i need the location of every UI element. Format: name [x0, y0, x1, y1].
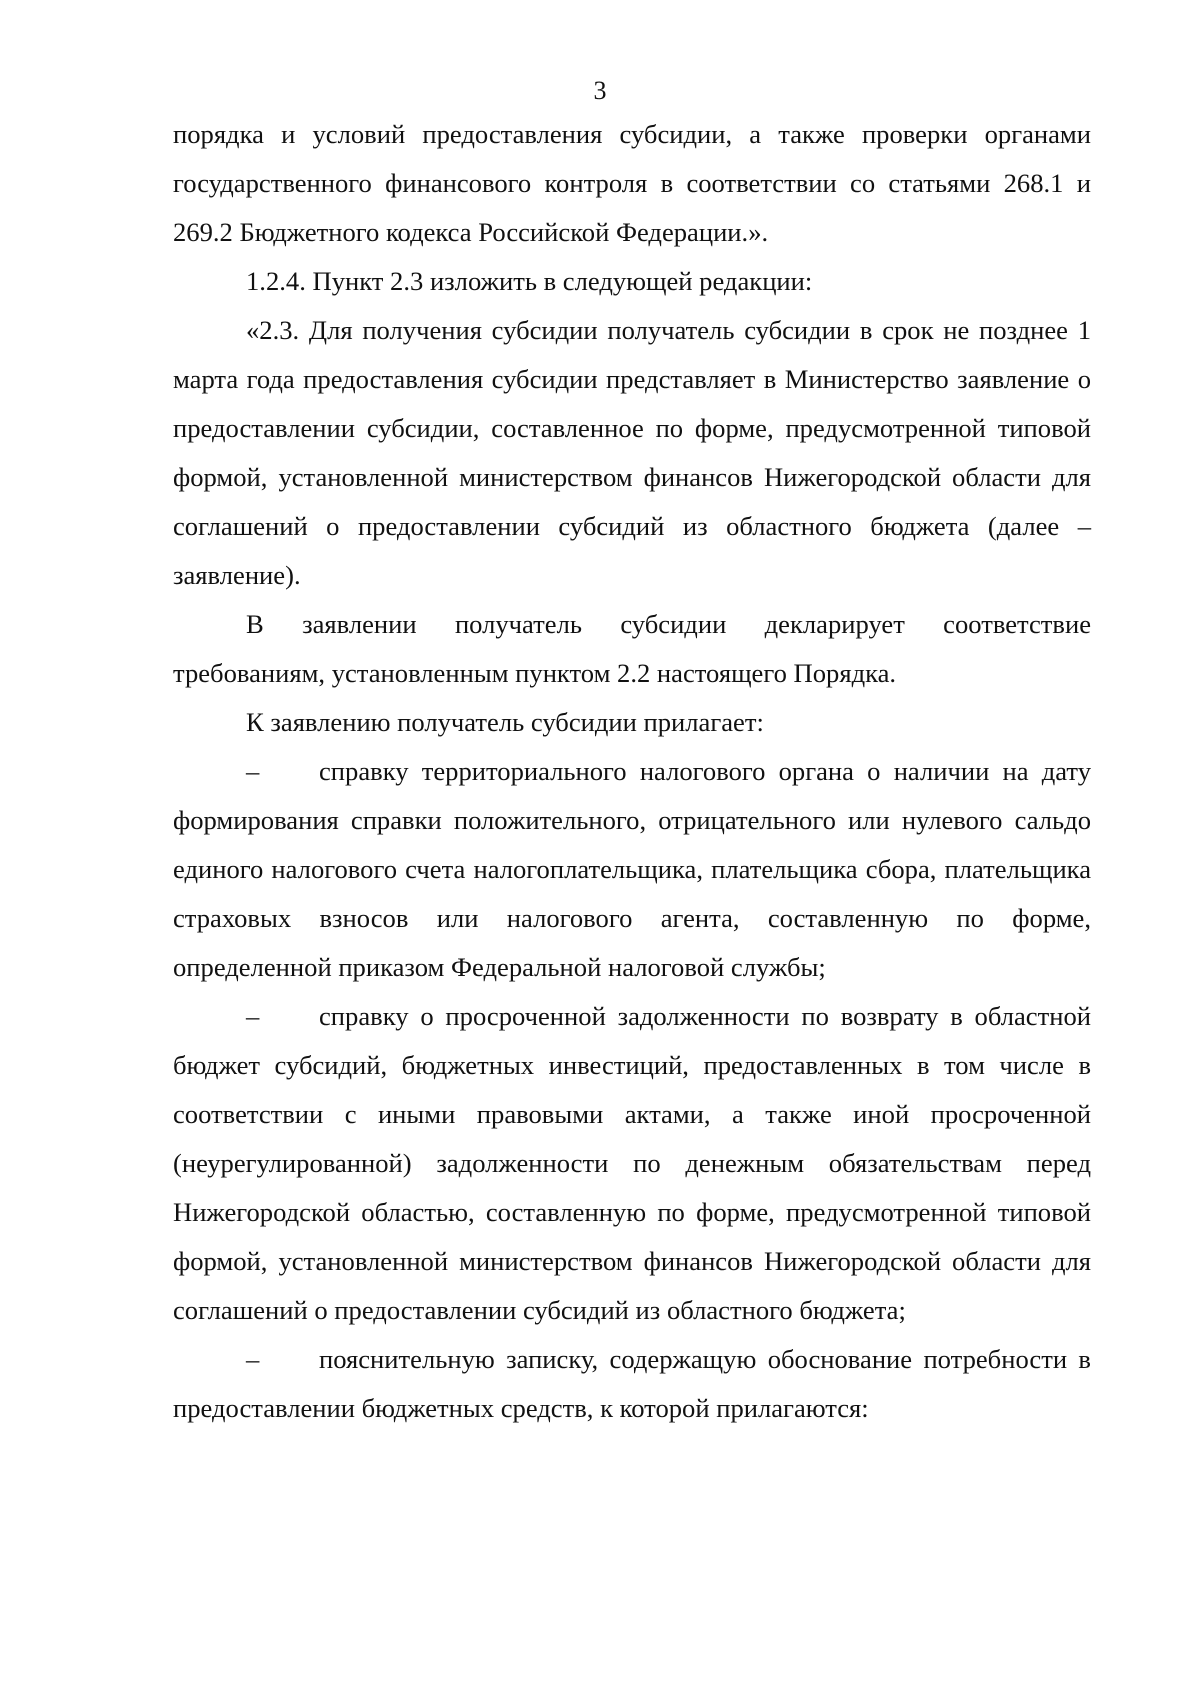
paragraph-declaration: В заявлении получатель субсидии декларирует соответствие требованиям, установленным пунктом 2.2 настоящего Порядка.	[173, 609, 1091, 688]
paragraph-attachments-intro: К заявлению получатель субсидии прилагает:	[246, 707, 764, 737]
dash-marker: –	[246, 1001, 260, 1031]
paragraph-continuation: порядка и условий предоставления субсидии, а также проверки органами государственного финансового контроля в соответствии со статьями 268.1 и 269.2 Бюджетного кодекса Российской Федерации.».	[173, 119, 1091, 247]
page-number: 3	[593, 76, 607, 105]
list-item-explanatory-note	[173, 1335, 1091, 1433]
list-item-debt-certificate	[173, 992, 1091, 1335]
dash-marker: –	[246, 1344, 260, 1374]
list-item-text: справку территориального налогового органа о наличии на дату формирования справки положительного, отрицательного или нулевого сальдо единого налогового счета налогоплательщика, плательщика сбора, плательщика страховых взносов или налогового агента, составленную по форме, определенной приказом Федеральной налоговой службы;	[173, 756, 1091, 982]
list-item-text: пояснительную записку, содержащую обоснование потребности в предоставлении бюджетных средств, к которой прилагаются:	[173, 1344, 1091, 1423]
paragraph-clause-2-3: «2.3. Для получения субсидии получатель субсидии в срок не позднее 1 марта года предоставления субсидии представляет в Министерство заявление о предоставлении субсидии, составленное по форме, предусмотренной типовой формой, установленной министерством финансов Нижегородской области для соглашений о предоставлении субсидий из областного бюджета (далее – заявление).	[173, 315, 1091, 590]
list-item-text: справку о просроченной задолженности по возврату в областной бюджет субсидий, бюджетных инвестиций, предоставленных в том числе в соответствии с иными правовыми актами, а также иной просроченной (неурегулированной) задолженности по денежным обязательствам перед Нижегородской областью, составленную по форме, предусмотренной типовой формой, установленной министерством финансов Нижегородской области для соглашений о предоставлении субсидий из областного бюджета;	[173, 1001, 1091, 1325]
paragraph-clause-1-2-4: 1.2.4. Пункт 2.3 изложить в следующей редакции:	[246, 266, 813, 296]
dash-marker: –	[246, 756, 260, 786]
document-body	[173, 110, 1091, 1433]
list-item-tax-certificate	[173, 747, 1091, 992]
